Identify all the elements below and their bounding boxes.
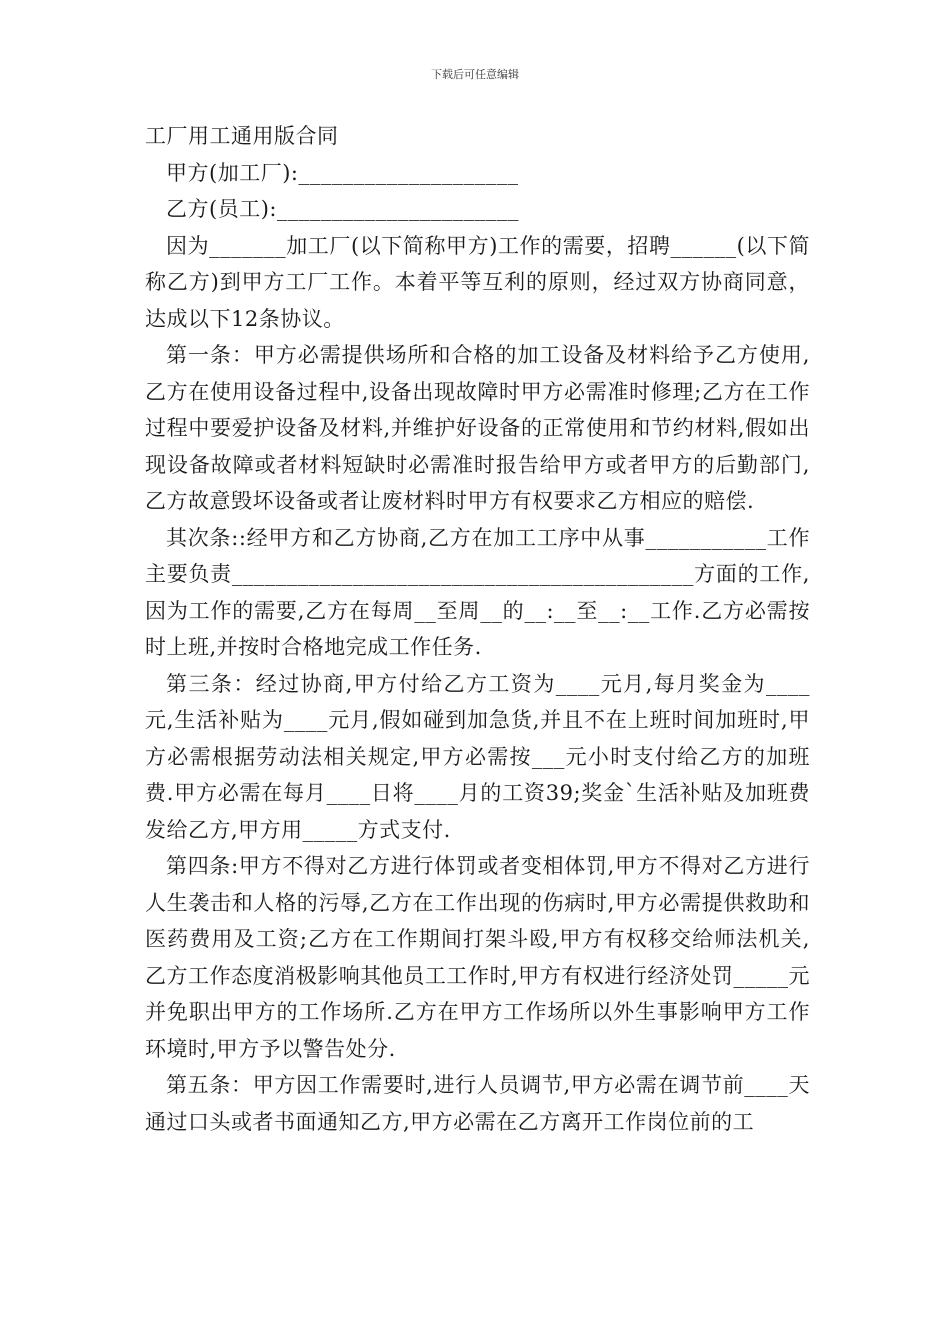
document-title: 工厂用工通用版合同: [145, 124, 339, 148]
article-4: 第四条:甲方不得对乙方进行体罚或者变相体罚,甲方不得对乙方进行人生袭击和人格的污辱,乙方在工作出现的伤病时,甲方必需提供救助和医药费用及工资;乙方在工作期间打架斗殴,甲方有权移交给师法机关,乙方工作态度消极影响其他员工工作时,甲方有权进行经济处罚_____元并免职出甲方的工作场所.乙方在甲方工作场所以外生事影响甲方工作环境时,甲方予以警告处分.: [145, 854, 810, 1061]
intro-paragraph: 因为_______加工厂(以下简称甲方)工作的需要，招聘______(以下简称乙方)到甲方工厂工作。本着平等互利的原则，经过双方协商同意，达成以下12条协议。: [145, 233, 810, 331]
header-note: 下载后可任意编辑: [431, 68, 519, 81]
article-1: 第一条：甲方必需提供场所和合格的加工设备及材料给予乙方使用,乙方在使用设备过程中,设备出现故障时甲方必需准时修理;乙方在工作过程中要爱护设备及材料,并维护好设备的正常使用和节约材料,假如出现设备故障或者材料短缺时必需准时报告给甲方或者甲方的后勤部门,乙方故意毁坏设备或者让废材料时甲方有权要求乙方相应的赔偿.: [145, 343, 810, 513]
article-2: 其次条::经甲方和乙方协商,乙方在加工工序中从事___________工作主要负责__________________________________________方面的工作,因为工作的需要,乙方在每周__至周__的__:__至__:__工作.乙方必需按时上班,并按时合格地完成工作任务.: [145, 525, 810, 659]
article-5: 第五条：甲方因工作需要时,进行人员调节,甲方必需在调节前____天通过口头或者书面通知乙方,甲方必需在乙方离开工作岗位前的工: [145, 1073, 810, 1134]
party-a-line: 甲方(加工厂):____________________: [166, 160, 519, 185]
document-body: [145, 118, 810, 1140]
article-3: 第三条：经过协商,甲方付给乙方工资为____元月,每月奖金为____元,生活补贴为____元月,假如碰到加急货,并且不在上班时间加班时,甲方必需根据劳动法相关规定,甲方必需按___元小时支付给乙方的加班费.甲方必需在每月____日将____月的工资39;奖金`生活补贴及加班费发给乙方,甲方用_____方式支付.: [145, 671, 810, 842]
party-b-line: 乙方(员工):______________________: [166, 197, 519, 221]
